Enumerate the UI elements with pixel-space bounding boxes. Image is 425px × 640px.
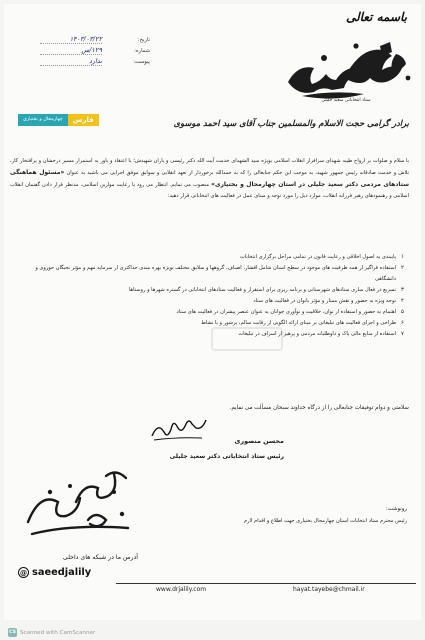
scanner-watermark	[8, 628, 95, 637]
watermark-graphic	[210, 324, 286, 354]
social-handle	[18, 567, 91, 578]
directive-number: ۱	[401, 254, 404, 260]
signatory-name: محسن منصوری	[234, 437, 284, 445]
basmala-header: باسمه تعالی	[345, 10, 407, 24]
signatory-title: رئیس ستاد انتخاباتی دکتر سعید جلیلی	[169, 453, 284, 460]
stamp-address: آدرس ما در شبکه های داخلی	[62, 554, 138, 561]
directive-item	[15, 296, 407, 307]
at-sign-icon: @	[20, 568, 27, 577]
meta-number-row	[40, 45, 150, 56]
directive-text: استفاده فراگیر از همه ظرفیت های موجود در سطح استان شامل اقشار، اصناف، گروهها و سلایق مختلف بویژه بهره مندی حداکثری از سرمایه مهم و مؤثر نخبگان حوزوی و دانشگاهی	[35, 265, 396, 282]
letter-meta	[40, 34, 150, 67]
meta-attachment-label: پیوست:	[133, 58, 150, 65]
directive-item	[15, 263, 407, 285]
logo-caption: ستاد انتخاباتی سعید جلیلی	[321, 98, 371, 103]
directive-text: تسریع در فعال سازی ستادهای شهرستانی و برنامه ریزی برای استقرار و فعالیت ستادهای انتخاباتی در گستره شهرها و روستاها	[128, 287, 396, 293]
social-handle-text: saeedjalily	[32, 567, 92, 578]
footer-divider	[116, 583, 416, 584]
directive-number: ۵	[401, 309, 404, 315]
meta-date-value: ۱۴۰۳/۰۳/۲۲	[40, 35, 102, 44]
directive-item	[15, 252, 407, 263]
footer-website: www.drjalily.com	[156, 586, 207, 593]
fars-badge	[18, 113, 99, 126]
campaign-stamp	[18, 462, 140, 552]
letter-sheet	[4, 4, 421, 620]
directive-number: ۳	[401, 287, 404, 293]
salutation-line: برادر گرامی حجت الاسلام والمسلمین جناب آقای سید احمد موسوی	[173, 118, 409, 128]
directive-text: اهتمام به حضور و استفاده از توان، خلاقیت و نوآوری جوانان به عنوان عنصر پیشران در فعالیت های ستاد	[176, 309, 396, 315]
cc-heading: رونوشت:	[385, 506, 407, 512]
intro-greeting: با سلام و صلوات بر ارواح طیبه شهدای سرافراز انقلاب اسلامی بویژه سید الشهدای خدمت آیت الله دکتر رئیسی و یاران شهیدش؛	[133, 158, 409, 164]
letter-intro	[10, 156, 409, 202]
directive-text: توجه ویژه به حضور و نقش ممتاز و مؤثر بانوان در فعالیت های ستاد	[253, 298, 396, 304]
directive-number: ۷	[401, 331, 404, 337]
scanner-text: Scanned with CamScanner	[20, 629, 96, 636]
directive-text: طراحی و اجرای فعالیت های تبلیغاتی بر مبنای ارائه الگویی از رقابت سالم، پرشور و با نشاط	[201, 320, 396, 326]
camscanner-icon: CS	[9, 630, 16, 635]
campaign-logo	[284, 38, 416, 104]
intro-appointed: منصوب می نمایم.	[169, 182, 210, 189]
meta-date-row	[40, 34, 150, 45]
meta-date-label: تاریخ:	[137, 36, 150, 43]
intro-role: «مسئول هماهنگی ستادهای مردمی دکتر سعید جلیلی در استان چهارمحال و بختیاری»	[10, 169, 409, 189]
directive-item	[15, 307, 407, 318]
footer-email: hayat.tayebe@chmail.ir	[293, 586, 365, 593]
closing-line: سلامتی و دوام توفیقات جنابعالی را از درگاه خداوند سبحان مسألت می نمایم.	[229, 405, 409, 411]
fars-badge-name: فارس	[68, 114, 99, 126]
meta-number-value: ۱۲۹/س	[40, 46, 102, 55]
intro-appointment: با اعتقاد و باور به استمرار مسیر درخشان و پرافتخار کار، تلاش و خدمت صادقانه رئیس جمهور شهید، به موجب این حکم جنابعالی را که به حمدالله برخوردار از تعهد انقلابی و سوابق موفق اجرایی می باشید به عنوان	[10, 158, 409, 177]
meta-attachment-value: ندارد	[40, 57, 102, 66]
directive-text: پایبندی به اصول اخلاقی و رعایت قانون در تمامی مراحل برگزاری انتخابات	[239, 254, 396, 260]
directive-number: ۲	[401, 265, 404, 271]
meta-number-label: شماره:	[134, 47, 150, 54]
directive-item	[15, 285, 407, 296]
cc-recipient: رئیس محترم ستاد انتخابات استان چهارمحال بختیاری جهت اطلاع و اقدام لازم	[243, 518, 407, 524]
fars-badge-region: چهارمحال و بختیاری	[18, 114, 68, 126]
intro-expectations: انتظار می رود با رعایت موازین اسلامی، مدنظر قرار دادن گفتمان انقلاب اسلامی و رهنمودهای رهبر فرزانه انقلاب، موارد ذیل را مورد توجه و مبنای عمل در فعالیت های انتخاباتی قرار دهید:	[10, 182, 409, 200]
directive-text: استفاده از منابع مالی پاک و داوطلبانه مردمی و پرهیز از اسراف در تبلیغات	[238, 331, 396, 337]
meta-attachment-row	[40, 56, 150, 67]
directive-number: ۶	[401, 320, 404, 326]
directive-number: ۴	[401, 298, 404, 304]
